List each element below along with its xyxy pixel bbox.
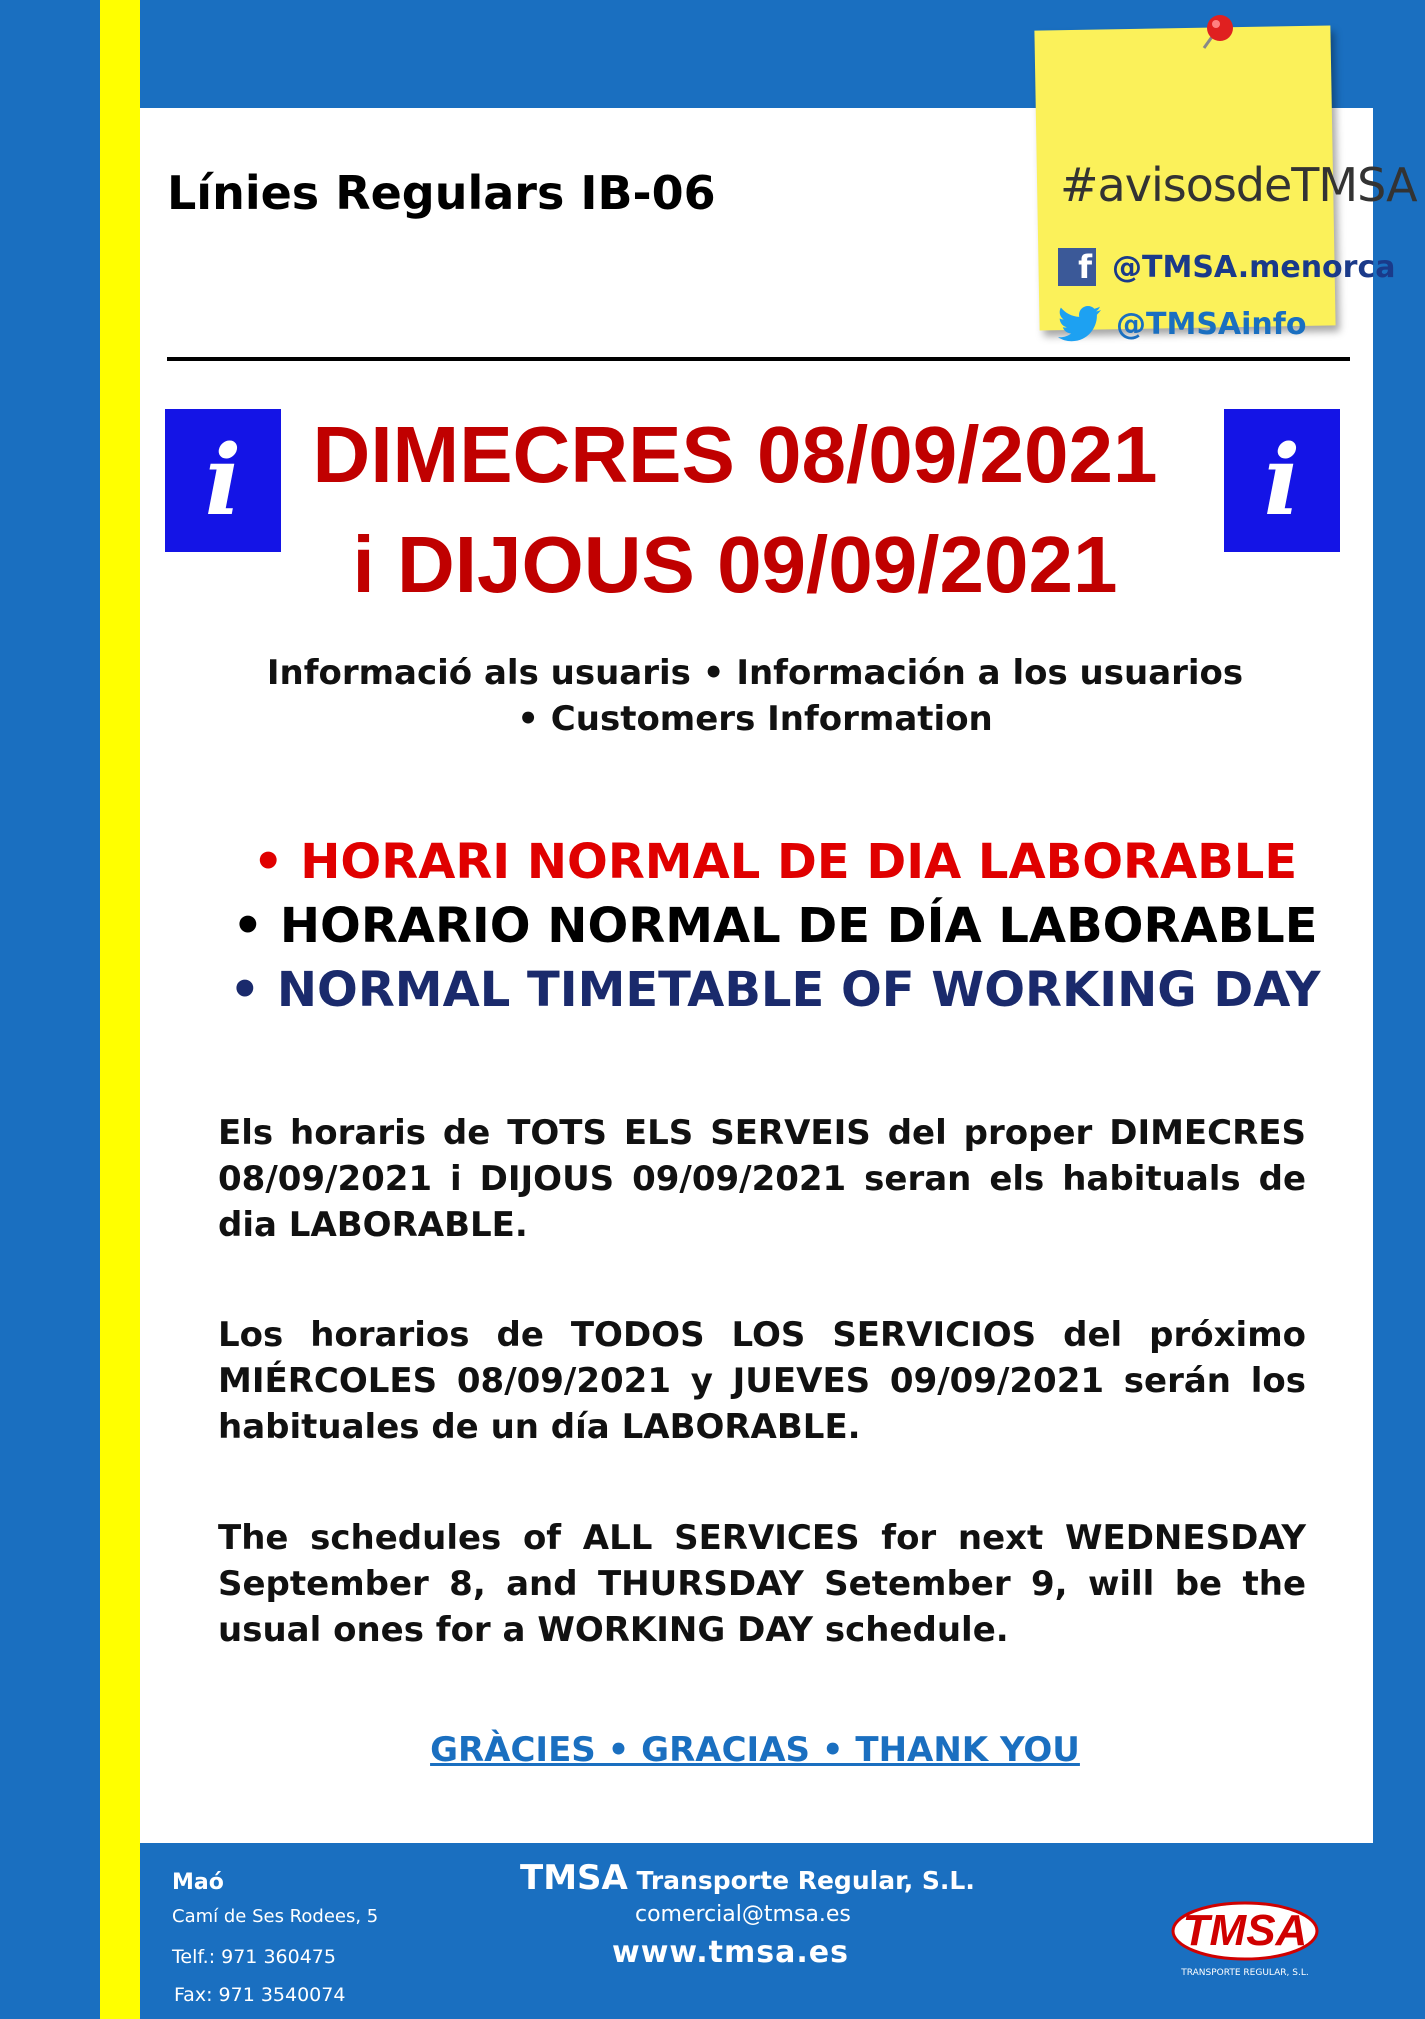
- twitter-handle: @TMSAinfo: [1116, 306, 1307, 342]
- info-icon: i: [165, 409, 281, 552]
- timetable-headline: [160, 830, 1390, 1022]
- footer-company-brand: TMSA: [520, 1858, 628, 1898]
- date-line-2: i DIJOUS 09/09/2021: [352, 520, 1118, 609]
- footer-address: Camí de Ses Rodees, 5: [172, 1906, 379, 1927]
- info-subtitle-line-1: Informació als usuaris • Información a los usuarios: [266, 653, 1244, 693]
- date-line-1: DIMECRES 08/09/2021: [312, 410, 1158, 499]
- logo-wordmark: TMSA: [1182, 1906, 1308, 1955]
- facebook-icon: f: [1058, 248, 1096, 286]
- info-subtitle-line-2: • Customers Information: [517, 699, 993, 739]
- footer-email-link[interactable]: comercial@tmsa.es: [635, 1902, 851, 1927]
- timetable-headline-es: • HORARIO NORMAL DE DÍA LABORABLE: [232, 898, 1318, 954]
- paragraph-english: The schedules of ALL SERVICES for next WEDNESDAY September 8, and THURSDAY Setember 9, will be the usual ones for a WORKING DAY schedule.: [218, 1518, 1306, 1650]
- hashtag-label: #avisosdeTMSA: [1060, 158, 1417, 212]
- yellow-side-strip: [100, 0, 140, 2019]
- page-title: Línies Regulars IB-06: [167, 166, 716, 220]
- footer-company: [520, 1858, 975, 1898]
- facebook-handle: @TMSA.menorca: [1112, 249, 1396, 285]
- logo-subtext: TRANSPORTE REGULAR, S.L.: [1181, 1968, 1309, 1978]
- notice-date-title: [250, 400, 1220, 620]
- twitter-bird-icon: [1058, 306, 1102, 342]
- footer-fax: Fax: 971 3540074: [174, 1984, 346, 2006]
- timetable-headline-en: • NORMAL TIMETABLE OF WORKING DAY: [229, 962, 1321, 1018]
- twitter-link[interactable]: [1058, 306, 1306, 342]
- facebook-link[interactable]: [1058, 248, 1396, 286]
- footer-phone: Telf.: 971 360475: [172, 1946, 336, 1968]
- info-subtitle: [200, 650, 1310, 742]
- footer-city: Maó: [172, 1870, 224, 1895]
- footer-company-rest: Transporte Regular, S.L.: [627, 1866, 975, 1895]
- push-pin-icon: [1190, 10, 1240, 60]
- timetable-headline-ca: • HORARI NORMAL DE DIA LABORABLE: [252, 834, 1298, 890]
- paragraph-catalan: Els horaris de TOTS ELS SERVEIS del proper DIMECRES 08/09/2021 i DIJOUS 09/09/2021 seran els habituals de dia LABORABLE.: [218, 1113, 1306, 1245]
- footer-website-link[interactable]: www.tmsa.es: [612, 1935, 849, 1970]
- divider-rule: [167, 357, 1350, 361]
- info-icon: i: [1224, 409, 1340, 552]
- thanks-link[interactable]: GRÀCIES • GRACIAS • THANK YOU: [430, 1730, 1080, 1770]
- tmsa-logo: [1170, 1895, 1320, 1985]
- paragraph-spanish: Los horarios de TODOS LOS SERVICIOS del próximo MIÉRCOLES 08/09/2021 y JUEVES 09/09/2021 serán los habituales de un día LABORABLE.: [218, 1315, 1306, 1447]
